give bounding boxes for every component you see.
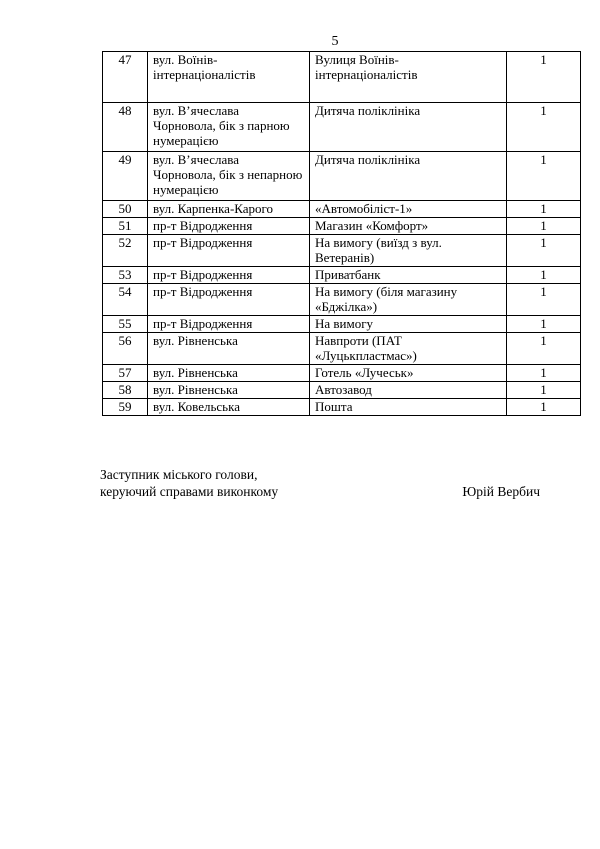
row-count: 1 [507,201,581,218]
row-number: 55 [103,316,148,333]
row-count: 1 [507,52,581,103]
row-stop: Дитяча поліклініка [310,152,507,201]
row-count: 1 [507,316,581,333]
table-row [103,218,581,235]
row-stop: Дитяча поліклініка [310,103,507,152]
table-row [103,103,581,152]
bus-stops-table [102,51,581,416]
signature-name: Юрій Вербич [462,484,540,499]
row-stop: «Автомобіліст-1» [310,201,507,218]
row-count: 1 [507,103,581,152]
table-row [103,267,581,284]
row-street: вул. В’ячеслава Чорновола, бік з парною нумерацією [148,103,310,152]
row-street: пр-т Відродження [148,267,310,284]
row-street: вул. Рівненська [148,365,310,382]
row-count: 1 [507,235,581,267]
row-count: 1 [507,218,581,235]
row-street: вул. Карпенка-Карого [148,201,310,218]
row-stop: Магазин «Комфорт» [310,218,507,235]
row-street: вул. В’ячеслава Чорновола, бік з непарною нумерацією [148,152,310,201]
signature-position-line2: керуючий справами виконкому [100,484,279,499]
row-count: 1 [507,365,581,382]
row-stop: Вулиця Воїнів-інтернаціоналістів [310,52,507,103]
row-number: 56 [103,333,148,365]
row-street: пр-т Відродження [148,316,310,333]
row-street: пр-т Відродження [148,284,310,316]
row-stop: Автозавод [310,382,507,399]
table-row [103,201,581,218]
row-count: 1 [507,267,581,284]
row-stop: На вимогу [310,316,507,333]
row-street: пр-т Відродження [148,218,310,235]
row-count: 1 [507,382,581,399]
row-count: 1 [507,152,581,201]
table-row [103,365,581,382]
row-street: вул. Воїнів-інтернаціоналістів [148,52,310,103]
row-number: 57 [103,365,148,382]
row-count: 1 [507,284,581,316]
row-stop: На вимогу (виїзд з вул. Ветеранів) [310,235,507,267]
table-row [103,399,581,416]
row-street: вул. Рівненська [148,382,310,399]
row-number: 51 [103,218,148,235]
row-stop: Готель «Лучеськ» [310,365,507,382]
row-street: вул. Ковельська [148,399,310,416]
table-row [103,235,581,267]
table-row [103,284,581,316]
row-street: пр-т Відродження [148,235,310,267]
row-stop: На вимогу (біля магазину «Бджілка») [310,284,507,316]
row-number: 53 [103,267,148,284]
row-stop: Приватбанк [310,267,507,284]
row-count: 1 [507,399,581,416]
row-number: 47 [103,52,148,103]
signature-position-line1: Заступник міського голови, [100,467,258,482]
table-row [103,52,581,103]
row-number: 48 [103,103,148,152]
row-number: 58 [103,382,148,399]
row-number: 50 [103,201,148,218]
row-number: 52 [103,235,148,267]
table-row [103,382,581,399]
table-row [103,152,581,201]
row-number: 54 [103,284,148,316]
row-count: 1 [507,333,581,365]
row-street: вул. Рівненська [148,333,310,365]
row-number: 59 [103,399,148,416]
table-row [103,316,581,333]
signature-block [100,466,540,500]
page-number: 5 [331,34,339,49]
row-stop: Навпроти (ПАТ «Луцькпластмас») [310,333,507,365]
table-row [103,333,581,365]
row-stop: Пошта [310,399,507,416]
row-number: 49 [103,152,148,201]
